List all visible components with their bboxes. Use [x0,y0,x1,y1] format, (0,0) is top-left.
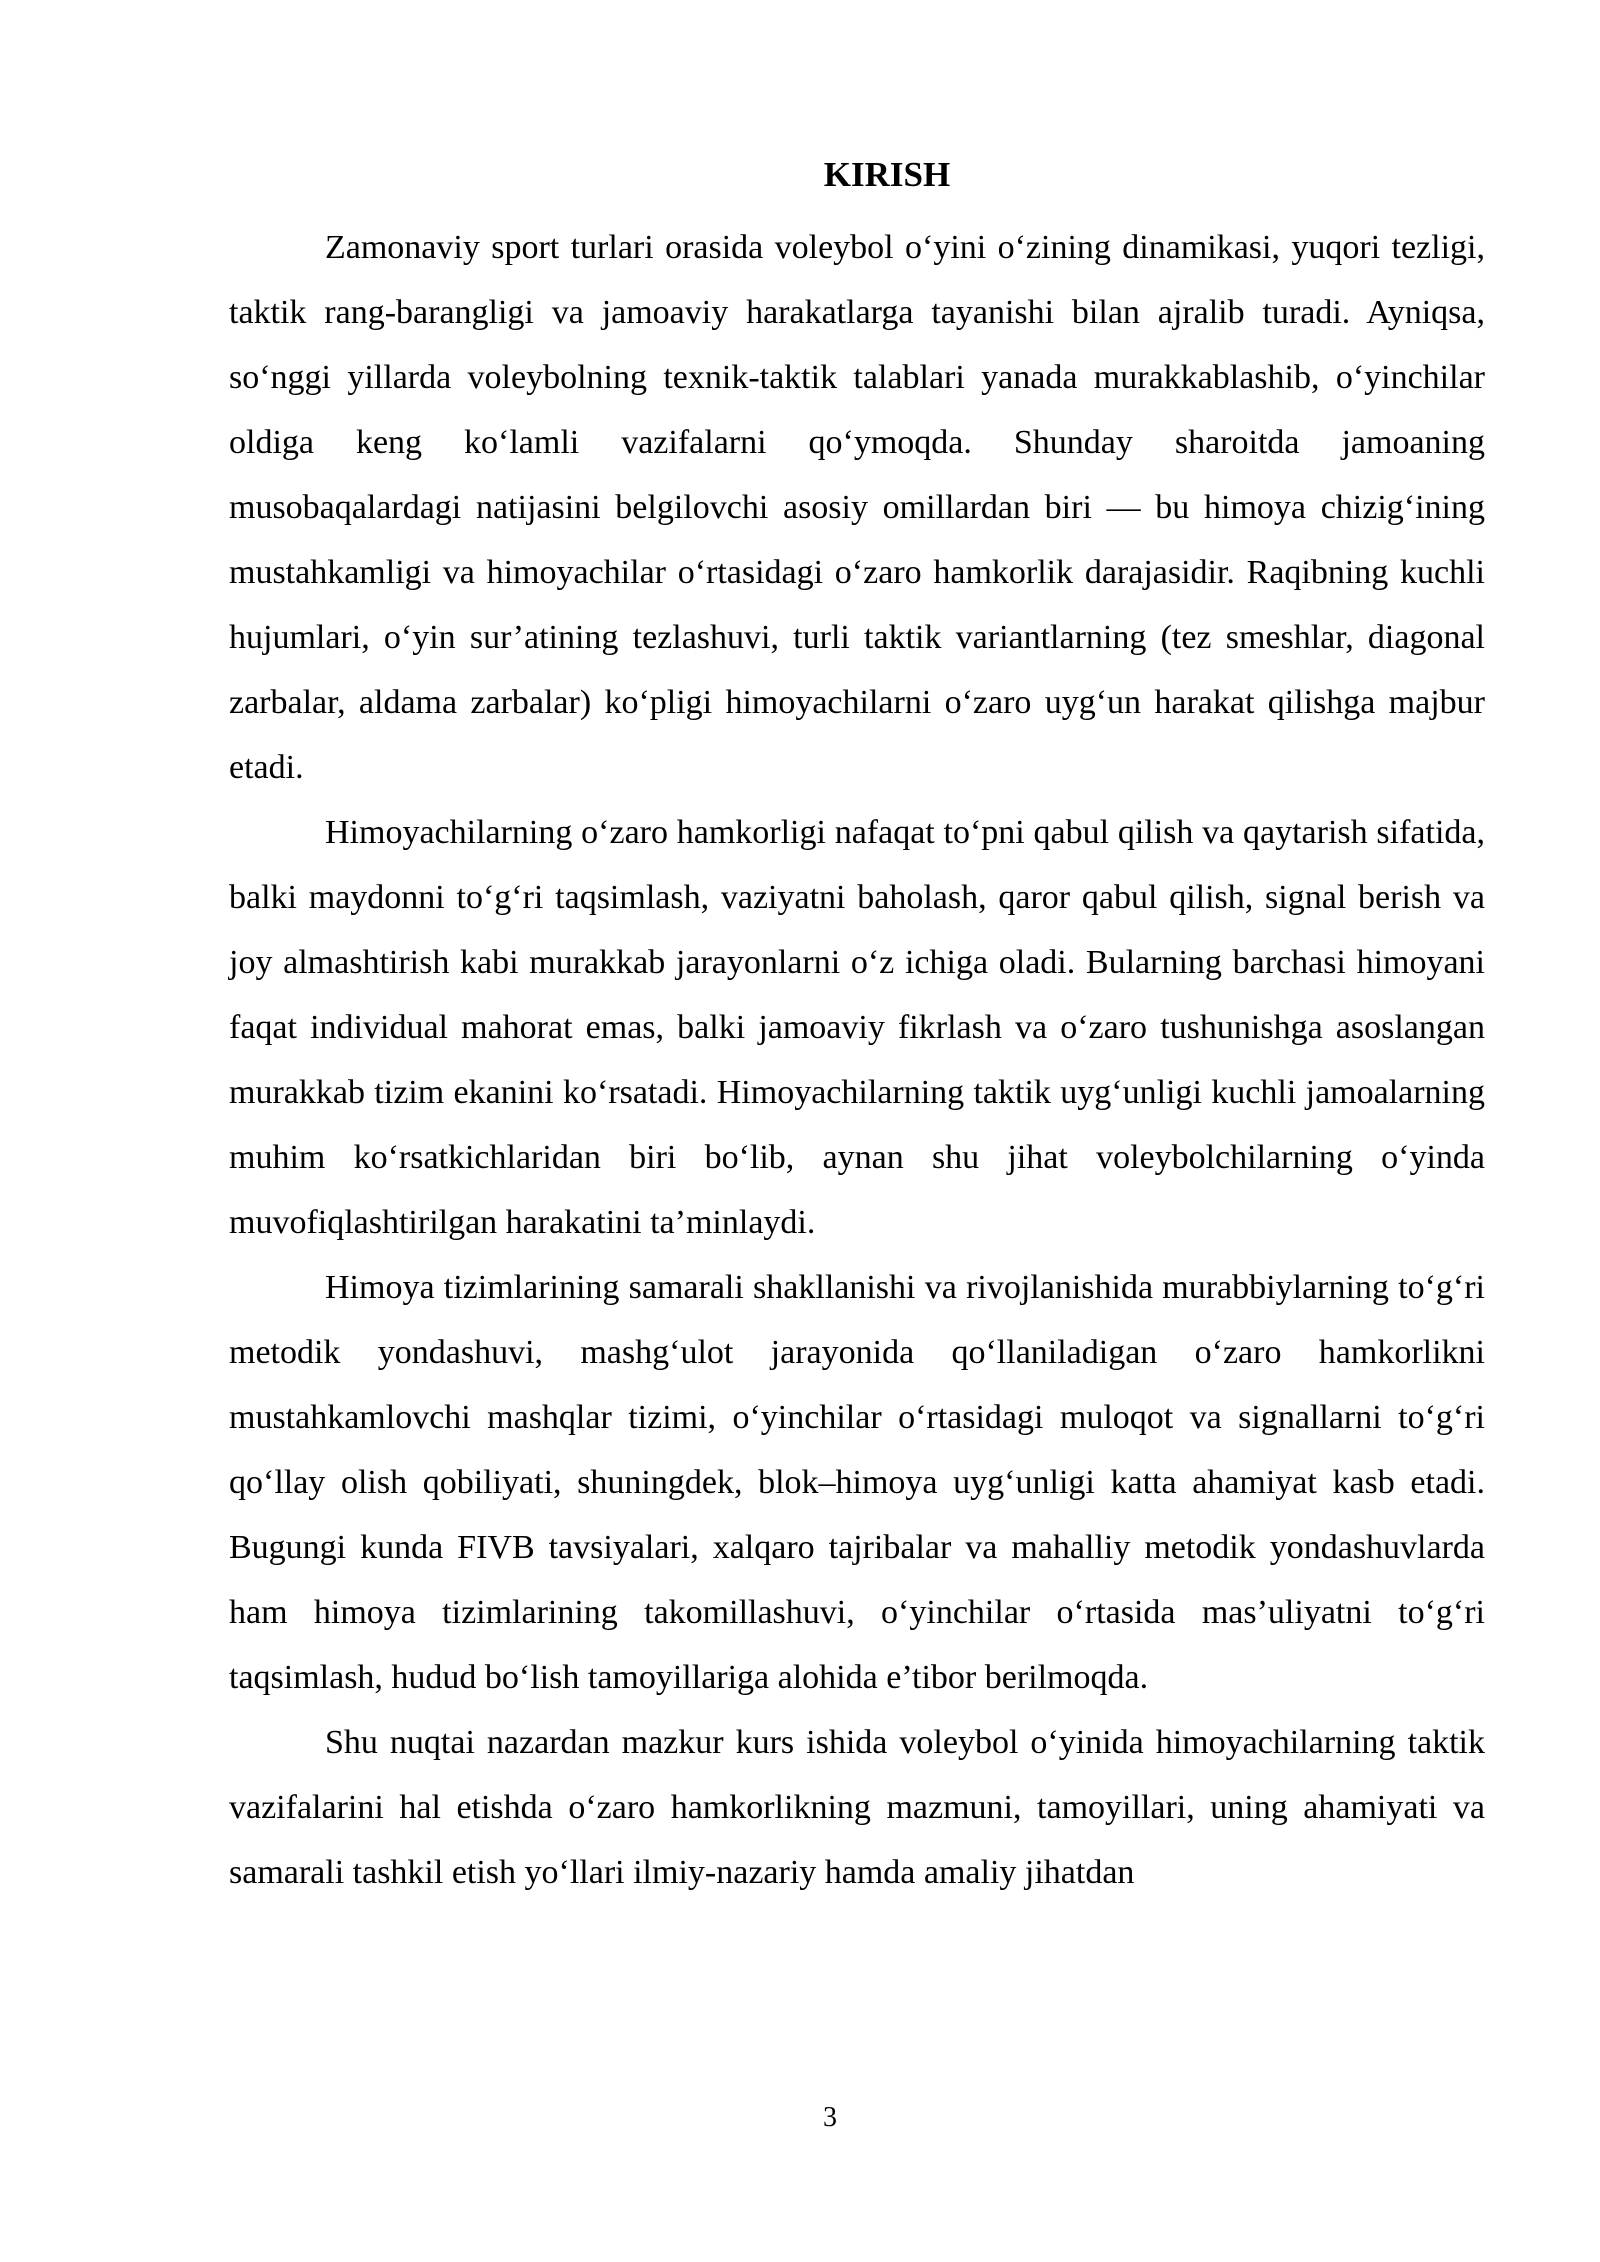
paragraph-2: Himoyachilarning o‘zaro hamkorligi nafaqat to‘pni qabul qilish va qaytarish sifatida, balki maydonni to‘g‘ri taqsimlash, vaziyatni baholash, qaror qabul qilish, signal berish va joy almashtirish kabi murakkab jarayonlarni o‘z ichiga oladi. Bularning barchasi himoyani faqat individual mahorat emas, balki jamoaviy fikrlash va o‘zaro tushunishga asoslangan murakkab tizim ekanini ko‘rsatadi. Himoyachilarning taktik uyg‘unligi kuchli jamoalarning muhim ko‘rsatkichlaridan biri bo‘lib, aynan shu jihat voleybolchilarning o‘yinda muvofiqlashtirilgan harakatini ta’minlaydi. [229,814,1485,1241]
document-page [229,150,1485,1905]
paragraph-1: Zamonaviy sport turlari orasida voleybol o‘yini o‘zining dinamikasi, yuqori tezligi, taktik rang-barangligi va jamoaviy harakatlarga tayanishi bilan ajralib turadi. Ayniqsa, so‘nggi yillarda voleybolning texnik-taktik talablari yanada murakkablashib, o‘yinchilar oldiga keng ko‘lamli vazifalarni qo‘ymoqda. Shunday sharoitda jamoaning musobaqalardagi natijasini belgilovchi asosiy omillardan biri — bu himoya chizig‘ining mustahkamligi va himoyachilar o‘rtasidagi o‘zaro hamkorlik darajasidir. Raqibning kuchli hujumlari, o‘yin sur’atining tezlashuvi, turli taktik variantlarning (tez smeshlar, diagonal zarbalar, aldama zarbalar) ko‘pligi himoyachilarni o‘zaro uyg‘un harakat qilishga majbur etadi. [229,229,1485,786]
page-number: 3 [823,2102,837,2133]
paragraph-4: Shu nuqtai nazardan mazkur kurs ishida voleybol o‘yinida himoyachilarning taktik vazifalarini hal etishda o‘zaro hamkorlikning mazmuni, tamoyillari, uning ahamiyati va samarali tashkil etish yo‘llari ilmiy-nazariy hamda amaliy jihatdan [229,1724,1485,1891]
page-title: KIRISH [823,155,951,194]
paragraph-3: Himoya tizimlarining samarali shakllanishi va rivojlanishida murabbiylarning to‘g‘ri metodik yondashuvi, mashg‘ulot jarayonida qo‘llaniladigan o‘zaro hamkorlikni mustahkamlovchi mashqlar tizimi, o‘yinchilar o‘rtasidagi muloqot va signallarni to‘g‘ri qo‘llay olish qobiliyati, shuningdek, blok–himoya uyg‘unligi katta ahamiyat kasb etadi. Bugungi kunda FIVB tavsiyalari, xalqaro tajribalar va mahalliy metodik yondashuvlarda ham himoya tizimlarining takomillashuvi, o‘yinchilar o‘rtasida mas’uliyatni to‘g‘ri taqsimlash, hudud bo‘lish tamoyillariga alohida e’tibor berilmoqda. [229,1269,1485,1696]
